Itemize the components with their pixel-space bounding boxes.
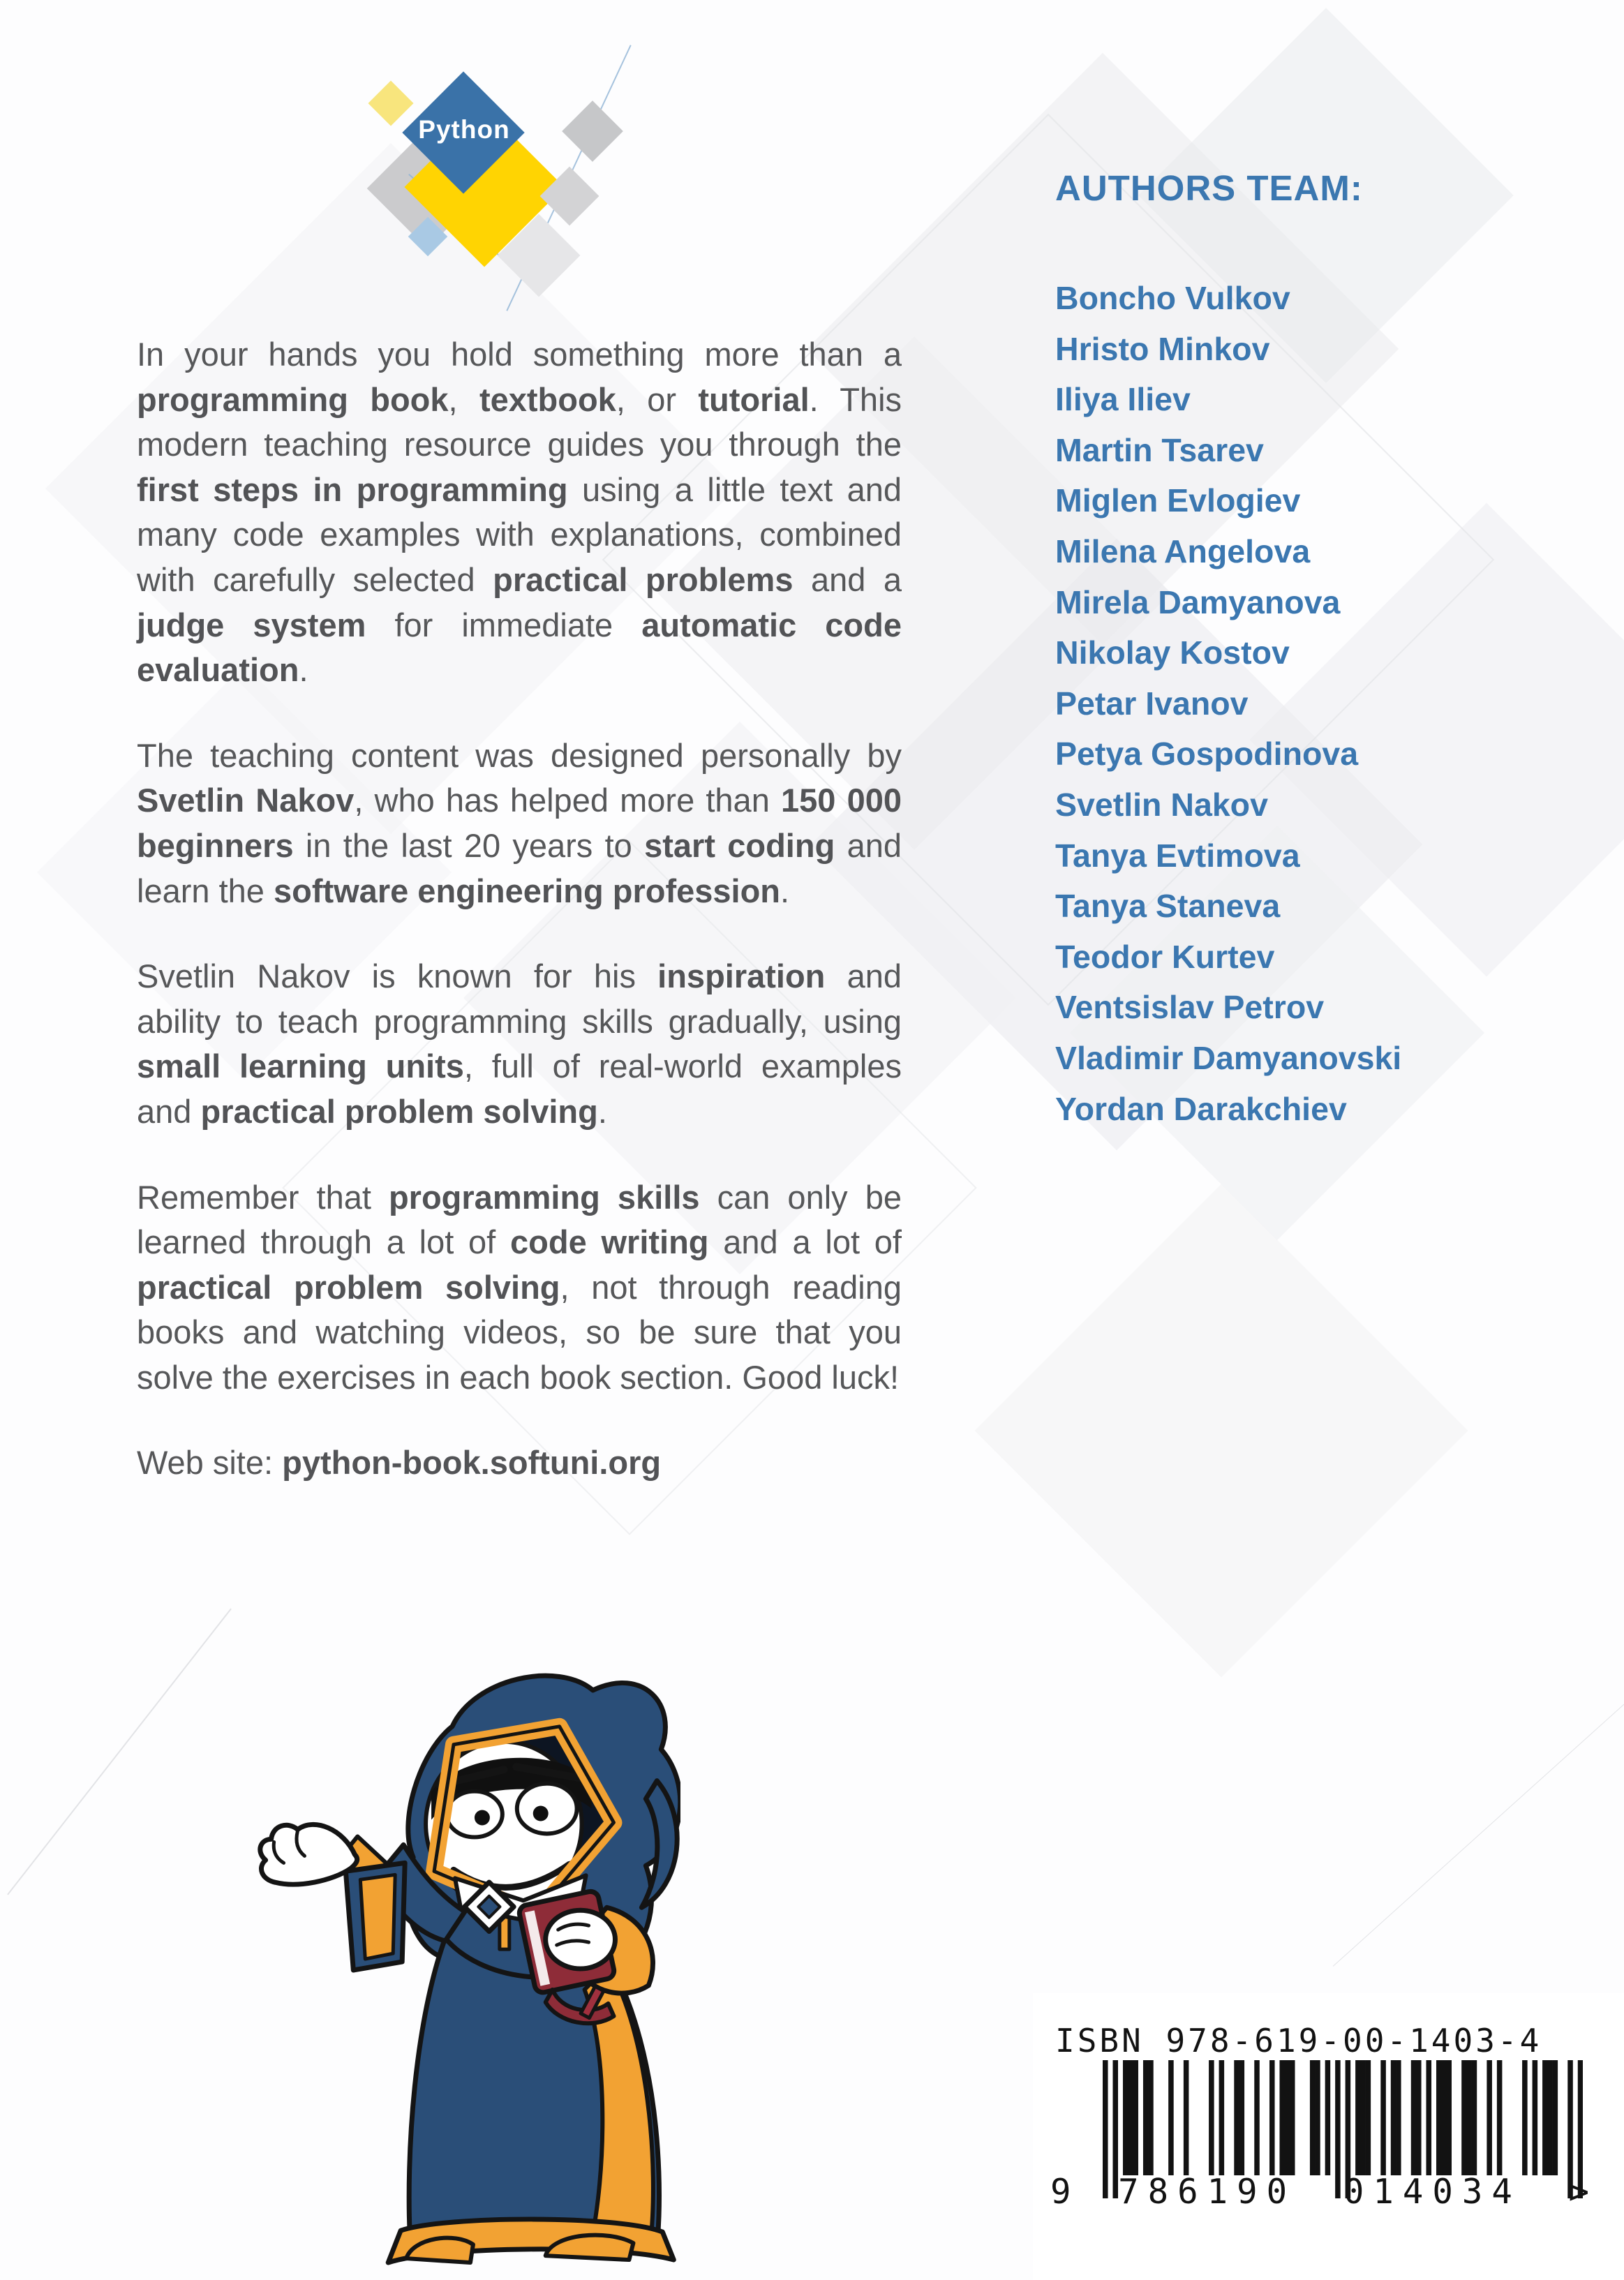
- barcode-left-group: 786190: [1118, 2172, 1297, 2212]
- python-logo-label: Python: [418, 115, 510, 144]
- author-name: Miglen Evlogiev: [1055, 482, 1301, 519]
- author-name: Teodor Kurtev: [1055, 938, 1275, 975]
- author-name: Hristo Minkov: [1055, 330, 1270, 367]
- isbn-label: ISBN 978-619-00-1403-4: [1055, 2022, 1542, 2059]
- author-name: Milena Angelova: [1055, 532, 1311, 569]
- authors-heading: AUTHORS TEAM:: [1055, 168, 1363, 208]
- barcode-right-group: 014034: [1343, 2172, 1521, 2212]
- intro-paragraph-2: The teaching content was designed personally by Svetlin Nakov, who has helped more than 150 000 beginners in the last 20 years to start coding and learn the software engineering profession.: [137, 736, 902, 909]
- intro-paragraph-4: Remember that programming skills can only be learned through a lot of code writing and a lot of practical problem solving, not through reading books and watching videos, so be sure that you solve the exercises in each book section. Good luck!: [137, 1178, 902, 1396]
- website-url: python-book.softuni.org: [282, 1444, 662, 1482]
- barcode-digits: [1050, 2172, 1589, 2212]
- author-name: Svetlin Nakov: [1055, 786, 1268, 823]
- author-name: Iliya Iliev: [1055, 381, 1191, 418]
- author-name: Tanya Evtimova: [1055, 837, 1300, 874]
- author-name: Petar Ivanov: [1055, 685, 1249, 722]
- author-name: Mirela Damyanova: [1055, 583, 1341, 620]
- website-prefix: Web site:: [137, 1444, 283, 1482]
- barcode-arrow: >: [1568, 2172, 1589, 2212]
- wizard-mascot: [230, 1662, 680, 2280]
- intro-paragraph-3: Svetlin Nakov is known for his inspiration and ability to teach programming skills gradually, using small learning units, full of real-world examples and practical problem solving.: [137, 958, 902, 1130]
- authors-list: [1055, 273, 1586, 1134]
- author-name: Nikolay Kostov: [1055, 634, 1290, 671]
- author-name: Vladimir Damyanovski: [1055, 1039, 1402, 1076]
- barcode-first-digit: 9: [1050, 2172, 1071, 2212]
- author-name: Boncho Vulkov: [1055, 280, 1290, 316]
- author-name: Tanya Staneva: [1055, 888, 1281, 925]
- author-name: Petya Gospodinova: [1055, 736, 1359, 773]
- intro-text: [137, 332, 902, 1526]
- author-name: Yordan Darakchiev: [1055, 1090, 1347, 1127]
- intro-paragraph-1: In your hands you hold something more than a programming book, textbook, or tutorial. This modern teaching resource guides you through the first steps in programming using a little text and many code examples with explanations, combined with carefully selected practical problems and a judge system for immediate automatic code evaluation.: [137, 336, 902, 689]
- website-line: [137, 1440, 902, 1486]
- logo-gray-diamond-topright: [562, 100, 623, 162]
- authors-team: [1055, 167, 1586, 1134]
- author-name: Ventsislav Petrov: [1055, 989, 1325, 1026]
- author-name: Martin Tsarev: [1055, 431, 1264, 468]
